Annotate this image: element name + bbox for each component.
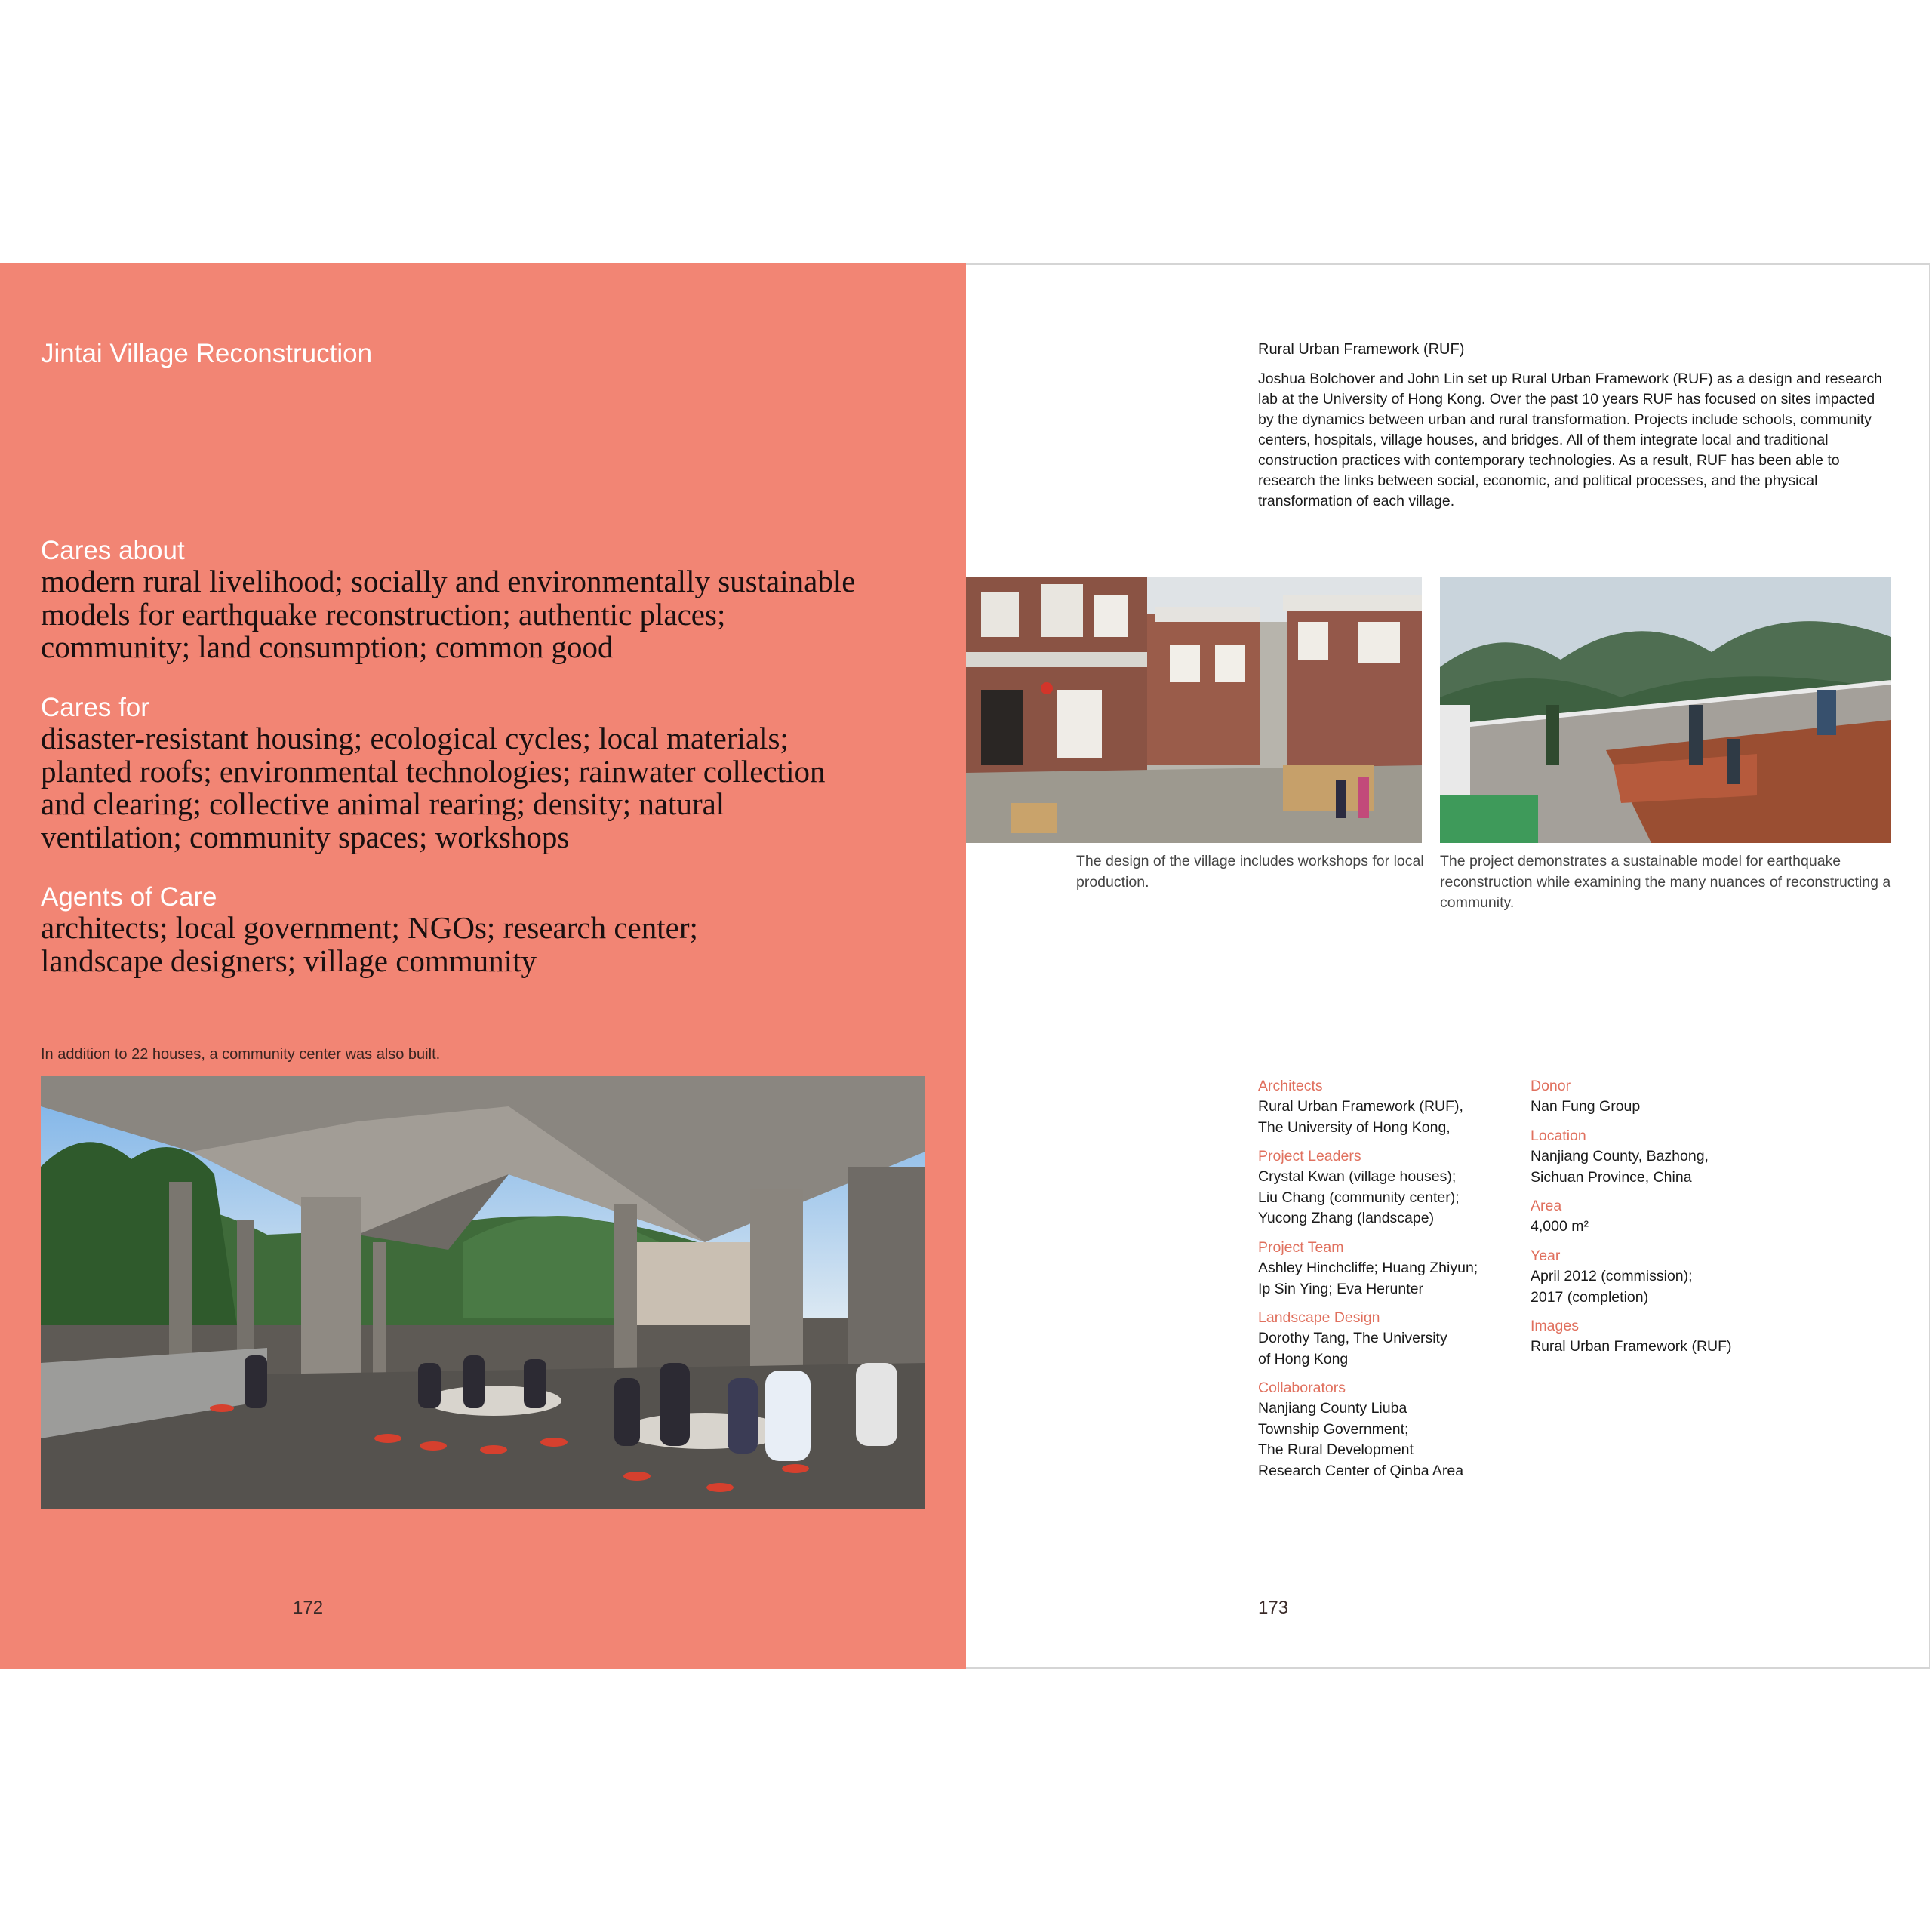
landscape-photo bbox=[1440, 577, 1891, 843]
credit-label-area: Area bbox=[1531, 1198, 1562, 1214]
page-number-left: 172 bbox=[293, 1598, 324, 1618]
ruf-description: Joshua Bolchover and John Lin set up Rural Urban Framework (RUF) as a design and research lab at the University of Hong Kong. Over the past 10 years RUF has focused on sites impacted by the dynamics between urban and rural transformation. Projects include schools, community centers, hospitals, village houses, and bridges. All of them integrate local and traditional construction practices with contemporary technologies. As a result, RUF has been able to research the links between social, economic, and political processes, and the physical transformation of each village. bbox=[1258, 371, 1882, 509]
credit-value-year: April 2012 (commission); 2017 (completion) bbox=[1531, 1268, 1693, 1306]
ruf-title: Rural Urban Framework (RUF) bbox=[1258, 341, 1465, 358]
community-center-caption: In addition to 22 houses, a community center was also built. bbox=[41, 1046, 441, 1063]
cares-about-text: modern rural livelihood; socially and environmentally sustainable models for earthquake reconstruction; authentic places; community; land consumption; common good bbox=[41, 564, 856, 664]
credit-label-project-team: Project Team bbox=[1258, 1239, 1344, 1256]
credit-label-donor: Donor bbox=[1531, 1078, 1571, 1094]
caption-sustainable-model: The project demonstrates a sustainable model for earthquake reconstruction while examining the many nuances of reconstructing a community. bbox=[1440, 853, 1891, 911]
credit-label-collaborators: Collaborators bbox=[1258, 1380, 1346, 1396]
credit-label-project-leaders: Project Leaders bbox=[1258, 1148, 1361, 1164]
cares-for-text: disaster-resistant housing; ecological cycles; local materials; planted roofs; environmental technologies; rainwater collection and clearing; collective animal rearing; density; natural ventilation; community spaces; workshops bbox=[41, 721, 826, 854]
credit-value-project-team: Ashley Hinchcliffe; Huang Zhiyun; Ip Sin Ying; Eva Herunter bbox=[1258, 1260, 1478, 1297]
credit-value-collaborators: Nanjiang County Liuba Township Government; The Rural Development Research Center of Qinba Area bbox=[1258, 1400, 1464, 1479]
agents-of-care-heading: Agents of Care bbox=[41, 882, 217, 912]
credit-value-landscape-design: Dorothy Tang, The University of Hong Kong bbox=[1258, 1330, 1447, 1367]
credit-value-location: Nanjiang County, Bazhong, Sichuan Province, China bbox=[1531, 1148, 1709, 1186]
credit-value-area: 4,000 m² bbox=[1531, 1218, 1589, 1235]
cares-for-heading: Cares for bbox=[41, 693, 149, 722]
community-center-photo bbox=[41, 1076, 925, 1509]
credit-label-landscape-design: Landscape Design bbox=[1258, 1309, 1380, 1326]
credit-label-images: Images bbox=[1531, 1318, 1579, 1334]
credit-value-project-leaders: Crystal Kwan (village houses); Liu Chang (community center); Yucong Zhang (landscape) bbox=[1258, 1168, 1460, 1226]
credit-label-location: Location bbox=[1531, 1128, 1586, 1144]
credit-label-year: Year bbox=[1531, 1247, 1561, 1264]
village-houses-photo bbox=[966, 577, 1422, 843]
project-title: Jintai Village Reconstruction bbox=[41, 339, 373, 368]
credit-label-architects: Architects bbox=[1258, 1078, 1323, 1094]
caption-workshops: The design of the village includes workshops for local production. bbox=[1076, 853, 1424, 891]
credit-value-images: Rural Urban Framework (RUF) bbox=[1531, 1338, 1732, 1355]
credit-value-donor: Nan Fung Group bbox=[1531, 1098, 1641, 1115]
page-number-right: 173 bbox=[1258, 1598, 1289, 1618]
agents-of-care-text: architects; local government; NGOs; research center; landscape designers; village community bbox=[41, 910, 698, 978]
credit-value-architects: Rural Urban Framework (RUF), The University of Hong Kong, bbox=[1258, 1098, 1463, 1136]
cares-about-heading: Cares about bbox=[41, 536, 185, 565]
